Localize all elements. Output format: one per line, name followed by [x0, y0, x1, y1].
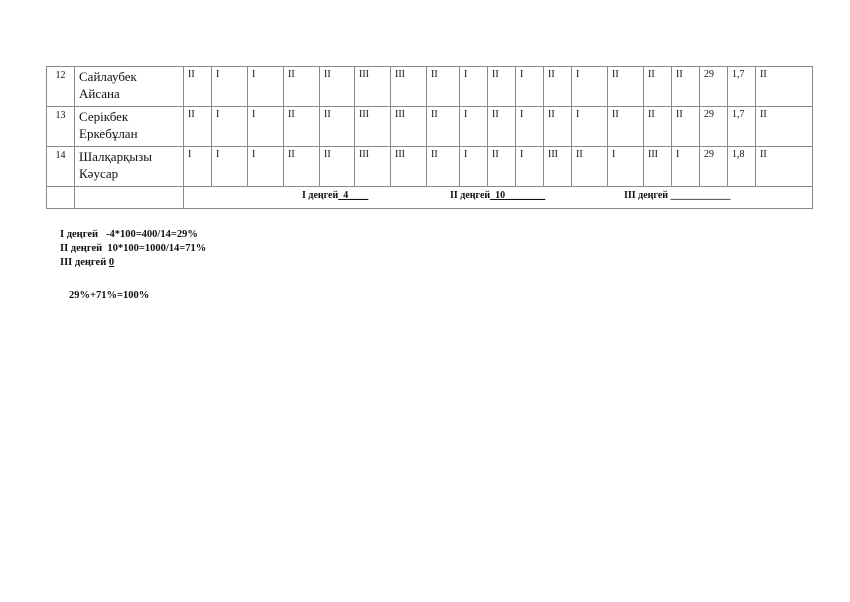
- mark-cell: II: [427, 67, 460, 107]
- mark-cell: I: [212, 147, 248, 187]
- mark-cell: I: [460, 107, 488, 147]
- summary-cell: [184, 187, 813, 209]
- student-name-line1: Шалқарқызы: [79, 149, 152, 164]
- level-cell: II: [756, 67, 813, 107]
- mark-cell: II: [320, 107, 355, 147]
- mark-cell: I: [608, 147, 644, 187]
- mark-cell: I: [212, 67, 248, 107]
- student-name-line2: Кәусар: [79, 166, 119, 181]
- average-cell: 1,7: [728, 107, 756, 147]
- summary-level3-label: III деңгей: [624, 190, 669, 201]
- summary-empty-cell-2: [75, 187, 184, 209]
- mark-cell: III: [355, 67, 391, 107]
- mark-cell: II: [184, 107, 212, 147]
- table-row: [47, 67, 813, 107]
- student-name-line2: Айсана: [79, 86, 120, 101]
- summary-level3: [624, 190, 731, 202]
- mark-cell: II: [184, 67, 212, 107]
- student-name-line1: Сайлаубек: [79, 69, 137, 84]
- mark-cell: I: [516, 107, 544, 147]
- mark-cell: II: [284, 107, 320, 147]
- student-name: [75, 107, 184, 147]
- mark-cell: I: [672, 147, 700, 187]
- mark-cell: III: [391, 67, 427, 107]
- table-row: [47, 107, 813, 147]
- summary-level2-label: II деңгей: [450, 190, 491, 201]
- mark-cell: II: [427, 147, 460, 187]
- mark-cell: II: [427, 107, 460, 147]
- summary-level1-value: _4____: [338, 190, 369, 201]
- mark-cell: II: [320, 67, 355, 107]
- student-name-line1: Серікбек: [79, 109, 129, 124]
- row-number: 13: [47, 107, 75, 147]
- mark-cell: II: [644, 107, 672, 147]
- mark-cell: II: [672, 67, 700, 107]
- note-level1: I деңгей -4*100=400/14=29%: [60, 229, 198, 240]
- mark-cell: III: [391, 107, 427, 147]
- score-cell: 29: [700, 107, 728, 147]
- mark-cell: I: [516, 67, 544, 107]
- mark-cell: I: [516, 147, 544, 187]
- score-cell: 29: [700, 147, 728, 187]
- mark-cell: II: [608, 107, 644, 147]
- row-number: 14: [47, 147, 75, 187]
- table-row: [47, 147, 813, 187]
- average-cell: 1,8: [728, 147, 756, 187]
- mark-cell: I: [248, 67, 284, 107]
- summary-level3-value: ____________: [670, 190, 731, 201]
- note-level3-label: III деңгей: [60, 257, 109, 268]
- mark-cell: II: [488, 147, 516, 187]
- level-calculations: [60, 228, 206, 270]
- student-name: [75, 67, 184, 107]
- mark-cell: II: [488, 107, 516, 147]
- results-table: [46, 66, 813, 209]
- mark-cell: I: [572, 107, 608, 147]
- note-level3: [60, 256, 206, 270]
- row-number: 12: [47, 67, 75, 107]
- mark-cell: II: [320, 147, 355, 187]
- summary-level2-value: _10________: [490, 190, 546, 201]
- mark-cell: II: [544, 67, 572, 107]
- mark-cell: I: [460, 67, 488, 107]
- mark-cell: III: [391, 147, 427, 187]
- note-level3-value: 0: [108, 257, 115, 268]
- mark-cell: II: [608, 67, 644, 107]
- mark-cell: II: [488, 67, 516, 107]
- mark-cell: III: [355, 147, 391, 187]
- mark-cell: II: [572, 147, 608, 187]
- mark-cell: I: [572, 67, 608, 107]
- summary-level1: [302, 190, 368, 202]
- summary-empty-cell-1: [47, 187, 75, 209]
- summary-row: [47, 187, 813, 209]
- mark-cell: I: [184, 147, 212, 187]
- mark-cell: I: [248, 147, 284, 187]
- total-percentage: 29%+71%=100%: [69, 290, 150, 301]
- score-cell: 29: [700, 67, 728, 107]
- summary-level1-label: I деңгей: [302, 190, 339, 201]
- mark-cell: II: [284, 67, 320, 107]
- mark-cell: II: [672, 107, 700, 147]
- mark-cell: III: [355, 107, 391, 147]
- note-level2: II деңгей 10*100=1000/14=71%: [60, 243, 207, 254]
- summary-level2: [450, 190, 545, 202]
- level-cell: II: [756, 107, 813, 147]
- average-cell: 1,7: [728, 67, 756, 107]
- mark-cell: III: [544, 147, 572, 187]
- mark-cell: III: [644, 147, 672, 187]
- student-name-line2: Еркебұлан: [79, 126, 138, 141]
- mark-cell: I: [460, 147, 488, 187]
- level-cell: II: [756, 147, 813, 187]
- mark-cell: II: [284, 147, 320, 187]
- mark-cell: II: [644, 67, 672, 107]
- mark-cell: II: [544, 107, 572, 147]
- mark-cell: I: [248, 107, 284, 147]
- mark-cell: I: [212, 107, 248, 147]
- student-name: [75, 147, 184, 187]
